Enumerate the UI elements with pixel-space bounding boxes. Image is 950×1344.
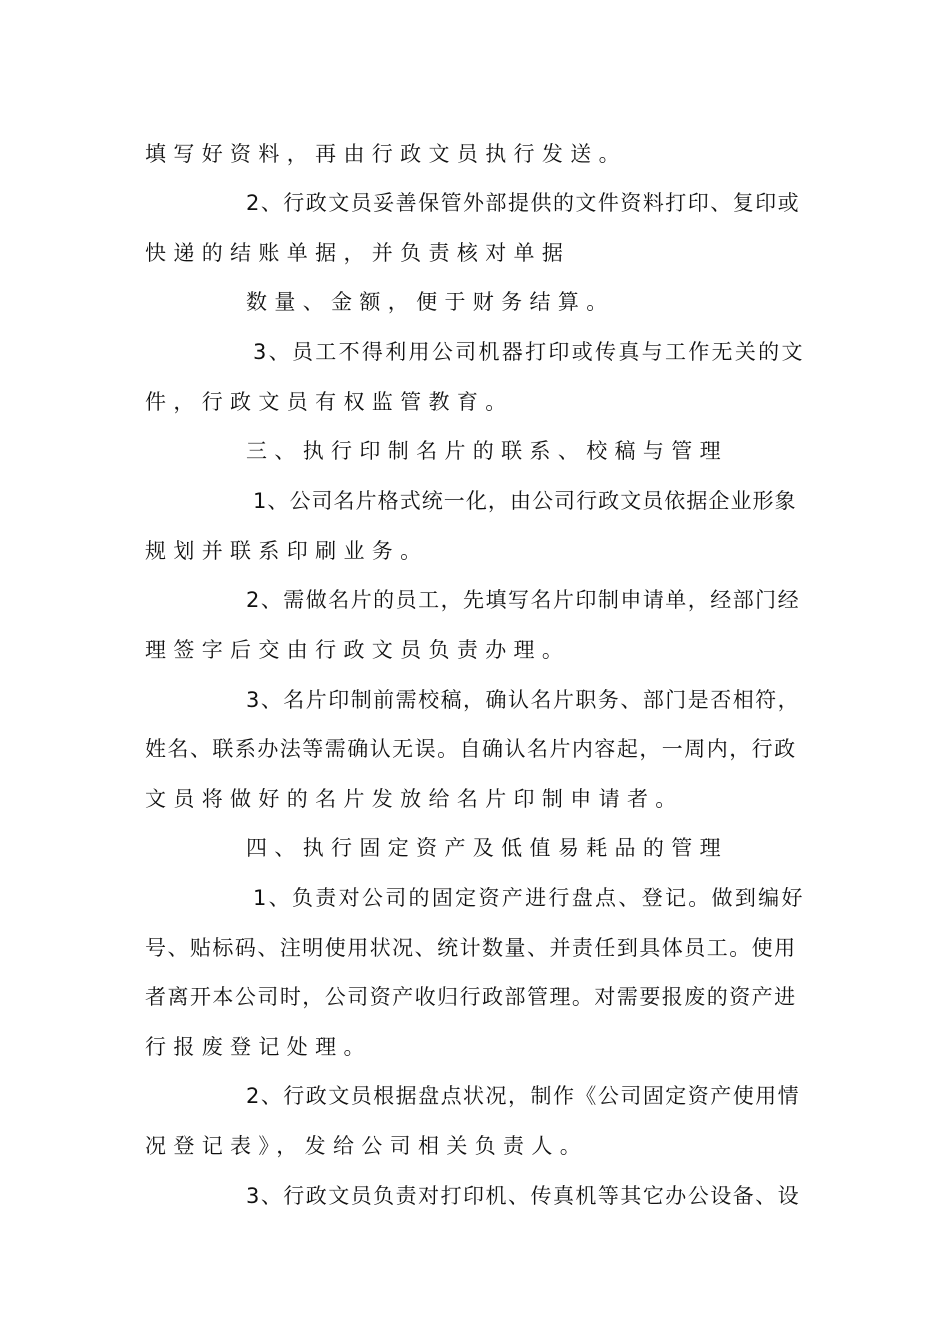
- text-line: 快递的结账单据，并负责核对单据: [145, 241, 571, 265]
- text-line: 件，行政文员有权监管教育。: [145, 390, 514, 414]
- text-line: 2、需做名片的员工，先填写名片印制申请单，经部门经: [246, 588, 801, 612]
- text-line: 规划并联系印刷业务。: [145, 539, 429, 563]
- text-line: 2、行政文员妥善保管外部提供的文件资料打印、复印或: [246, 191, 801, 215]
- text-line: 3、名片印制前需校稿，确认名片职务、部门是否相符，: [246, 688, 801, 712]
- text-line: 1、负责对公司的固定资产进行盘点、登记。做到编好: [253, 886, 805, 910]
- text-line: 文员将做好的名片发放给名片印制申请者。: [145, 787, 684, 811]
- text-line: 3、行政文员负责对打印机、传真机等其它办公设备、设: [246, 1184, 801, 1208]
- text-line: 姓名、联系办法等需确认无误。自确认名片内容起，一周内，行政: [145, 737, 797, 761]
- text-line: 1、公司名片格式统一化，由公司行政文员依据企业形象: [253, 489, 797, 513]
- text-line: 填写好资料，再由行政文员执行发送。: [145, 142, 627, 166]
- text-line: 况登记表》，发给公司相关负责人。: [145, 1134, 589, 1158]
- text-line: 号、贴标码、注明使用状况、统计数量、并责任到具体员工。使用: [145, 936, 797, 960]
- text-line: 2、行政文员根据盘点状况，制作《公司固定资产使用情: [246, 1084, 801, 1108]
- text-line: 理签字后交由行政文员负责办理。: [145, 638, 571, 662]
- text-line: 者离开本公司时，公司资产收归行政部管理。对需要报废的资产进: [145, 985, 797, 1009]
- section-heading: 四、执行固定资产及低值易耗品的管理: [246, 836, 728, 860]
- section-heading: 三、执行印制名片的联系、校稿与管理: [246, 439, 728, 463]
- text-line: 数量、金额，便于财务结算。: [246, 290, 615, 314]
- text-line: 3、员工不得利用公司机器打印或传真与工作无关的文: [253, 340, 805, 364]
- text-line: 行报废登记处理。: [145, 1035, 372, 1059]
